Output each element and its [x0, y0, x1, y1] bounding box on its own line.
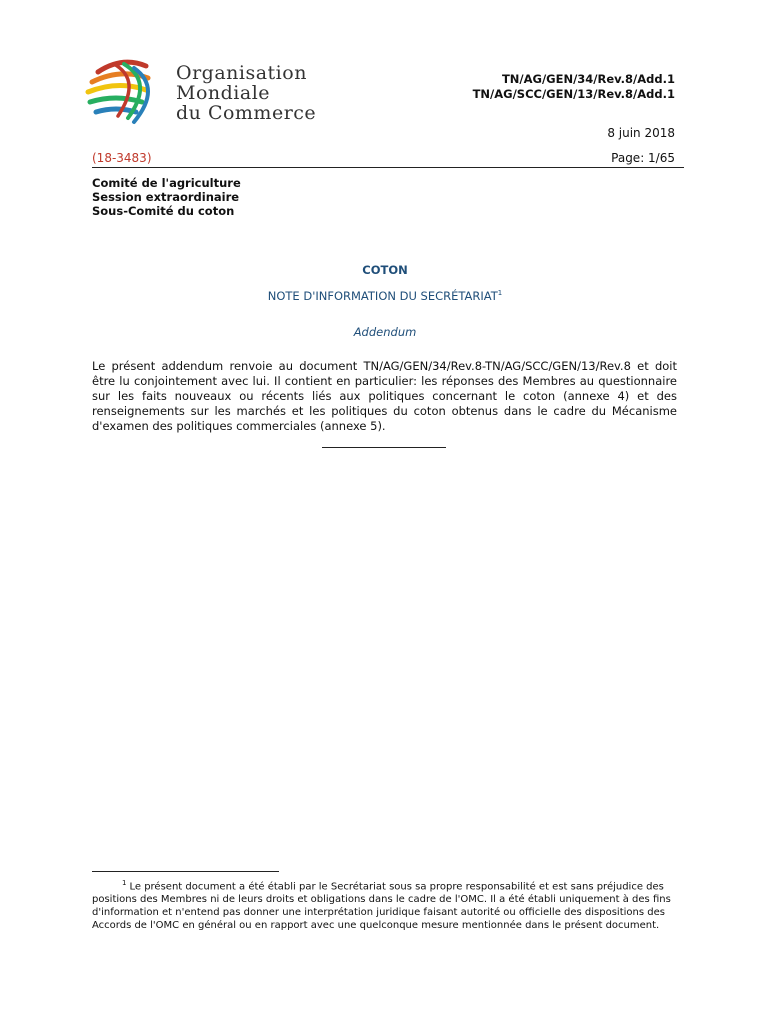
document-number: (18-3483)	[92, 151, 152, 165]
document-symbol-2: TN/AG/SCC/GEN/13/Rev.8/Add.1	[472, 87, 675, 101]
document-subtitle	[0, 289, 770, 303]
sub-committee-name: Sous-Comité du coton	[92, 204, 235, 218]
logo-text-line3: du Commerce	[176, 102, 317, 124]
footnote-text: Le présent document a été établi par le Secrétariat sous sa propre responsabilité et est sans préjudice des positions des Membres ni de leurs droits et obligations dans le cadre de l'OMC. Il a été établi uniquement à des fins d'information et n'entend pas donner une interprétation juridique faisant autorité ou officielle des dispositions des Accords de l'OMC en général ou en rapport avec une quelconque mesure mentionnée dans le présent document.	[92, 881, 671, 931]
footnote-mark: 1	[122, 879, 127, 887]
footnote-reference[interactable]: 1	[497, 289, 503, 298]
subtitle-text: NOTE D'INFORMATION DU SECRÉTARIAT	[267, 289, 498, 303]
document-date: 8 juin 2018	[607, 126, 675, 140]
wto-logo	[84, 58, 334, 128]
committee-name: Comité de l'agriculture	[92, 176, 241, 190]
body-paragraph: Le présent addendum renvoie au document TN/AG/GEN/34/Rev.8-TN/AG/SCC/GEN/13/Rev.8 et doit être lu conjointement avec lui. Il contient en particulier: les réponses des Membres au questionnaire sur les faits nouveaux ou récents liés aux politiques concernant le coton (annexe 4) et des renseignements sur les marchés et les politiques du coton obtenus dans le cadre du Mécanisme d'examen des politiques commerciales (annexe 5).	[92, 359, 677, 433]
logo-text-line1: Organisation	[176, 62, 307, 84]
wto-logo-emblem-icon	[84, 58, 174, 128]
header-divider	[92, 167, 684, 168]
committee-session: Session extraordinaire	[92, 190, 240, 204]
document-symbol-1: TN/AG/GEN/34/Rev.8/Add.1	[501, 72, 675, 86]
logo-text-line2: Mondiale	[176, 82, 271, 104]
page-indicator: Page: 1/65	[611, 151, 675, 165]
section-separator	[322, 447, 446, 448]
footnote-divider	[92, 871, 279, 872]
addendum-label: Addendum	[353, 325, 417, 339]
footnote	[92, 877, 677, 933]
document-title: COTON	[362, 263, 408, 277]
